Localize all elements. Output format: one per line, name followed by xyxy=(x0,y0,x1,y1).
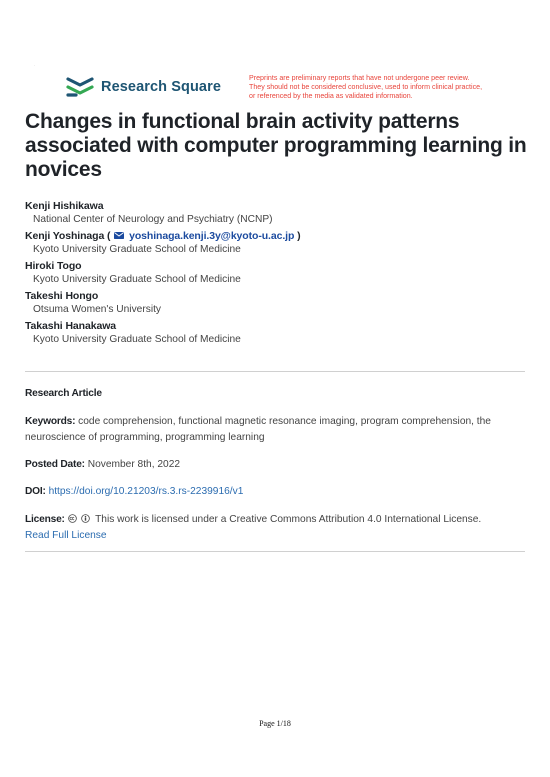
author-affiliation: Otsuma Women's University xyxy=(33,304,162,315)
author-entry xyxy=(25,319,525,347)
paper-title: Changes in functional brain activity patterns associated with computer programming learning in novices xyxy=(25,110,527,181)
doi xyxy=(25,484,525,500)
research-square-logo-icon xyxy=(66,76,94,98)
disclaimer-line: or referenced by the media as validated information. xyxy=(249,92,413,101)
author-email-link[interactable]: yoshinaga.kenji.3y@kyoto-u.ac.jp xyxy=(129,230,295,242)
disclaimer-line: Preprints are preliminary reports that have not undergone peer review. xyxy=(249,74,470,82)
article-type xyxy=(25,386,525,402)
author-email-group xyxy=(107,230,300,242)
author-entry xyxy=(25,259,525,287)
author-entry xyxy=(25,289,525,317)
keywords-label: Keywords: xyxy=(25,416,76,427)
author-list xyxy=(25,199,525,349)
license xyxy=(25,512,525,543)
brand-name: Research Square xyxy=(101,79,221,95)
posted-date-label: Posted Date: xyxy=(25,459,85,470)
author-affiliation: Kyoto University Graduate School of Medicine xyxy=(33,244,241,255)
author-affiliation: Kyoto University Graduate School of Medicine xyxy=(33,334,241,345)
attribution-icon xyxy=(81,514,90,523)
divider-bottom xyxy=(25,551,525,552)
license-text: This work is licensed under a Creative Commons Attribution 4.0 International License. xyxy=(95,514,482,525)
article-type-label: Research Article xyxy=(25,388,102,399)
author-affiliation: National Center of Neurology and Psychiatry (NCNP) xyxy=(33,214,273,225)
author-entry xyxy=(25,229,525,257)
page-number: Page 1/18 xyxy=(259,719,291,728)
author-name: Kenji Hishikawa xyxy=(25,200,104,212)
doi-label: DOI: xyxy=(25,486,46,497)
author-affiliation: Kyoto University Graduate School of Medicine xyxy=(33,274,241,285)
keywords xyxy=(25,414,525,445)
envelope-icon xyxy=(114,232,124,239)
divider-top xyxy=(25,371,525,372)
doi-link[interactable]: https://doi.org/10.21203/rs.3.rs-2239916/v1 xyxy=(48,486,244,497)
author-name: Takeshi Hongo xyxy=(25,290,99,302)
creative-commons-icon xyxy=(68,514,77,523)
author-name: Kenji Yoshinaga xyxy=(25,230,105,242)
author-name-row xyxy=(25,229,525,243)
email-open-paren: ( xyxy=(107,230,111,242)
preprint-disclaimer xyxy=(249,74,509,102)
research-square-logo[interactable] xyxy=(66,76,221,98)
read-full-license-link[interactable]: Read Full License xyxy=(25,529,107,541)
disclaimer-line: They should not be considered conclusive, used to inform clinical practice, xyxy=(249,83,483,92)
posted-date-value: November 8th, 2022 xyxy=(87,459,181,470)
posted-date xyxy=(25,457,525,473)
author-name: Takashi Hanakawa xyxy=(25,320,117,332)
email-close-paren: ) xyxy=(297,230,301,242)
corner-mark: · xyxy=(34,63,36,68)
license-label: License: xyxy=(25,514,65,525)
author-name: Hiroki Togo xyxy=(25,260,82,272)
keywords-value: code comprehension, functional magnetic resonance imaging, program comprehension, the neuroscience of programming, programming learning xyxy=(25,416,491,443)
author-entry xyxy=(25,199,525,227)
